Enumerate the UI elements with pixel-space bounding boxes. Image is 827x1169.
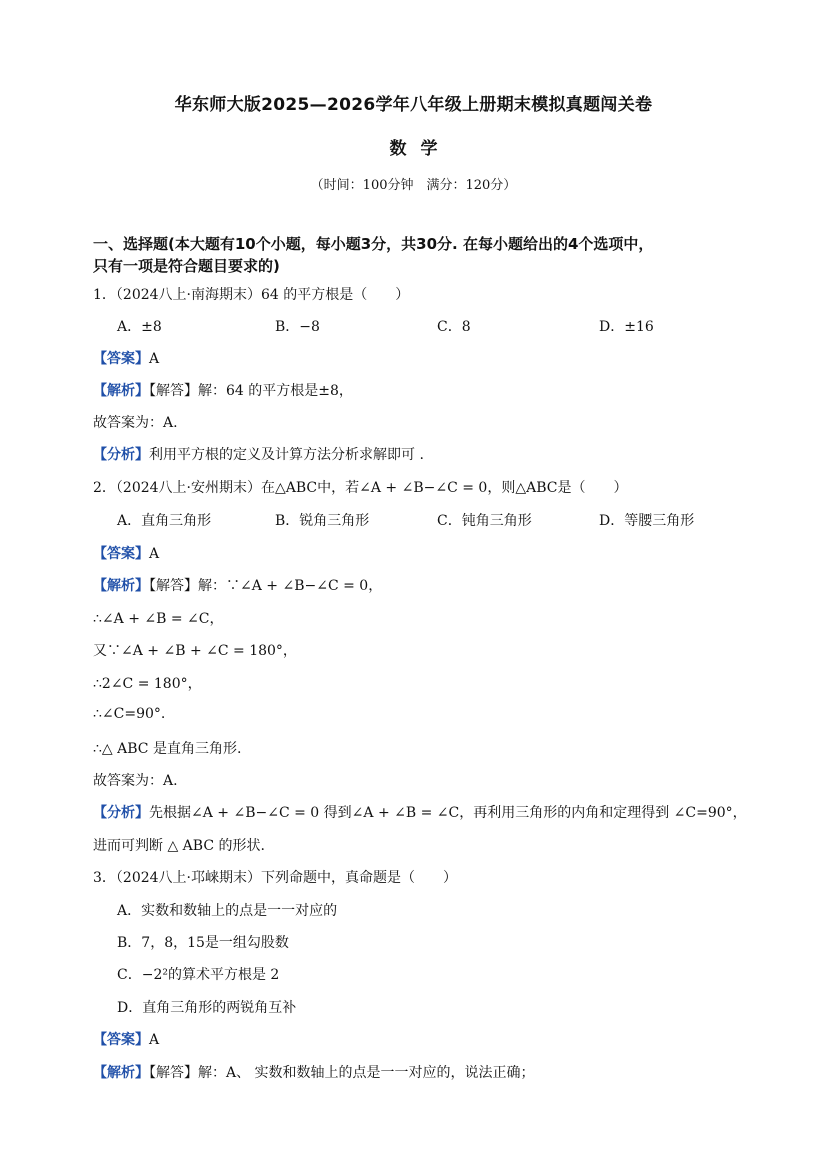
q1-option-c: C．8 [437,319,471,335]
q2-step-4: ∴∠C=90°. [93,706,166,722]
q1-option-a: A．±8 [117,319,162,335]
answer-tag: 【答案】 [93,546,149,562]
q2-step-3: ∴2∠C = 180°， [93,676,202,692]
answer-tag: 【答案】 [93,351,149,367]
q1-answer: A [149,351,160,367]
q1-analysis-line [93,380,353,400]
answer-tag: 【答案】 [93,1032,149,1048]
exam-title: 华东师大版2025—2026学年八年级上册期末模拟真题闯关卷 [174,95,653,115]
q1-option-d: D．±16 [599,319,654,335]
q2-option-a: A．直角三角形 [117,513,212,529]
q1-answer-line [93,348,159,368]
q2-step-1: ∴∠A + ∠B = ∠C， [93,611,224,627]
q1-conclusion: 故答案为：A. [93,415,178,431]
section-heading-line2: 只有一项是符合题目要求的) [93,257,280,275]
q2-option-d: D．等腰三角形 [599,513,695,529]
q1-option-b: B．−8 [275,319,320,335]
q2-analysis-line [93,575,382,595]
q1-fenxi-line [93,444,424,464]
q2-stem: 2．（2024八上·安州期末）在△ABC中，若∠A + ∠B−∠C = 0，则△ABC是（ ） [93,480,628,496]
q2-step-5: ∴△ ABC 是直角三角形. [93,741,242,757]
q3-answer-line [93,1029,159,1049]
section-heading-line1: 一、选择题(本大题有10个小题，每小题3分，共30分. 在每小题给出的4个选项中， [93,235,654,253]
fenxi-tag: 【分析】 [93,447,149,463]
q2-answer: A [149,546,160,562]
analysis-tag: 【解析】 [93,383,149,399]
q3-answer: A [149,1032,160,1048]
q3-option-a: A．实数和数轴上的点是一一对应的 [117,903,338,919]
q3-option-b: B．7，8，15是一组勾股数 [117,935,289,951]
q3-stem: 3．（2024八上·邛崃期末）下列命题中，真命题是（ ） [93,870,457,886]
exam-meta: （时间：100分钟 满分：120分） [310,178,517,193]
exam-subject: 数学 [389,139,452,159]
q3-option-d: D．直角三角形的两锐角互补 [117,1000,297,1016]
q2-step-2: 又∵∠A + ∠B + ∠C = 180°， [93,643,297,659]
analysis-tag: 【解析】 [93,1065,149,1081]
q2-option-b: B．锐角三角形 [275,513,370,529]
q2-answer-line [93,543,159,563]
q2-fenxi-2: 进而可判断 △ ABC 的形状. [93,838,265,854]
q2-option-c: C．钝角三角形 [437,513,532,529]
q3-analysis: 【解答】解：A、 实数和数轴上的点是一一对应的，说法正确； [149,1065,535,1081]
q1-fenxi: 利用平方根的定义及计算方法分析求解即可 . [149,447,424,463]
q3-analysis-line [93,1062,535,1082]
q2-fenxi-1: 先根据∠A + ∠B−∠C = 0 得到∠A + ∠B = ∠C，再利用三角形的内角和定理得到 ∠C=90°， [149,805,747,821]
analysis-tag: 【解析】 [93,578,149,594]
q2-conclusion: 故答案为：A. [93,773,178,789]
fenxi-tag: 【分析】 [93,805,149,821]
q2-analysis: 【解答】解：∵∠A + ∠B−∠C = 0， [149,578,383,594]
q1-stem: 1．（2024八上·南海期末）64 的平方根是（ ） [93,287,410,303]
q1-analysis: 【解答】解：64 的平方根是±8， [149,383,353,399]
q3-option-c: C．−2²的算术平方根是 2 [117,967,280,983]
q2-fenxi-line [93,802,747,822]
